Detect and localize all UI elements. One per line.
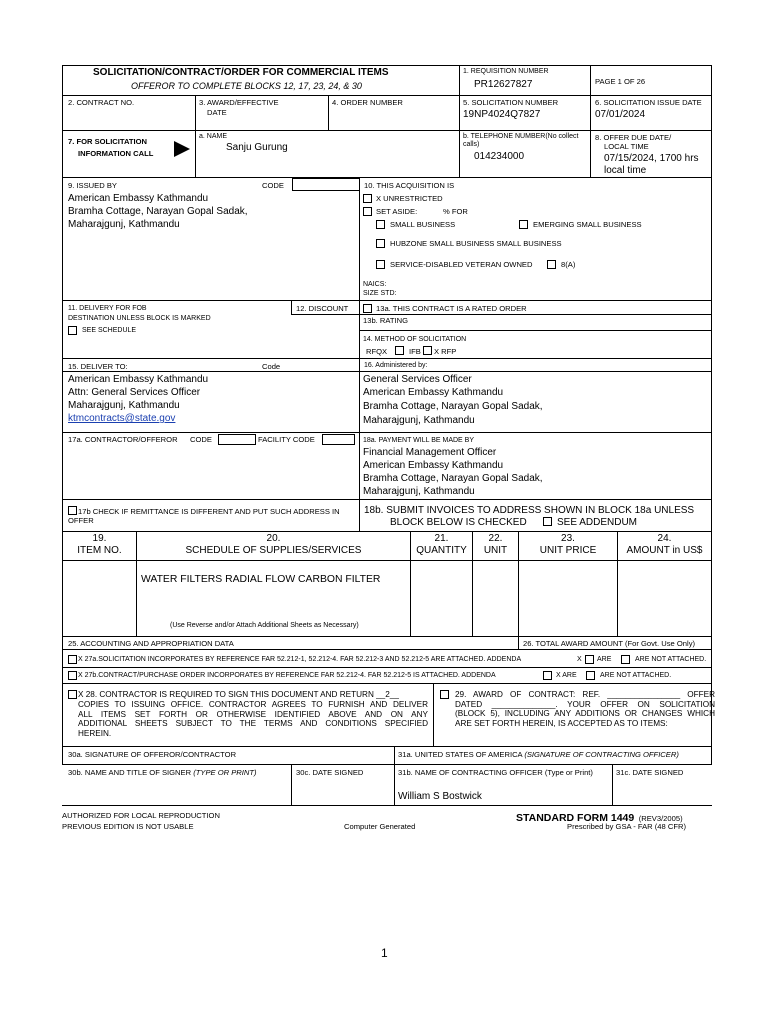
b25-label: 25. ACCOUNTING AND APPROPRIATION DATA [68,639,234,648]
b8-label: 8. OFFER DUE DATE/ [595,133,672,142]
b17a-code-label: CODE [190,435,212,444]
b18a-line-1: Financial Management Officer [363,447,497,458]
see-addendum-checkbox[interactable] [543,517,552,526]
hubzone-checkbox[interactable] [376,239,385,248]
b8-value: 07/15/2024, 1700 hrs [604,153,699,164]
small-business-checkbox[interactable] [376,220,385,229]
facility-code-label: FACILITY CODE [258,435,315,444]
b16-line-1: General Services Officer [363,374,472,385]
b1-label: 1. REQUISITION NUMBER [463,68,549,75]
b18a-line-3: Bramha Cottage, Narayan Gopal Sadak, [363,473,543,484]
sdvosb-label: SERVICE-DISABLED VETERAN OWNED [390,260,533,269]
footer-center: Computer Generated [344,822,416,831]
b18b-line-1: 18b. SUBMIT INVOICES TO ADDRESS SHOWN IN BLOCK 18a UNLESS [364,505,695,516]
naics-label: NAICS: [363,281,387,288]
b15-label: 15. DELIVER TO: [68,362,128,371]
b7-label-2: INFORMATION CALL [78,149,154,158]
rfp-label: X RFP [434,347,457,356]
b6-value: 07/01/2024 [595,109,646,120]
b15-line-1: American Embassy Kathmandu [68,374,209,385]
b31c-label: 31c. DATE SIGNED [616,768,684,777]
triangle-right-icon [173,140,191,158]
b8-label-2: LOCAL TIME [604,142,649,151]
b31b-label: 31b. NAME OF CONTRACTING OFFICER (Type or Print) [398,768,593,777]
email-link[interactable]: ktmcontracts@state.gov [68,413,176,424]
rfq-checkbox[interactable] [395,346,404,355]
27b-are-not-checkbox[interactable] [586,671,595,680]
rated-order-checkbox[interactable] [363,304,372,313]
rfq-label: RFQX [366,347,388,356]
b11-label-2: DESTINATION UNLESS BLOCK IS MARKED [68,315,211,322]
contractor-code-field[interactable] [218,434,256,445]
size-std-label: SIZE STD: [363,290,397,297]
unrestricted-checkbox[interactable] [363,194,372,203]
b15-line-3: Maharajgunj, Kathmandu [68,400,180,411]
b30c-label: 30c. DATE SIGNED [296,768,364,777]
page-number: 1 [381,946,388,960]
set-aside-label: SET ASIDE: [376,207,418,216]
b31a-label: 31a. UNITED STATES OF AMERICA (SIGNATURE OF CONTRACTING OFFICER) [398,750,679,759]
see-schedule-label: SEE SCHEDULE [82,327,137,334]
b3-label: 3. AWARD/EFFECTIVE [199,98,279,107]
col-unit-price-header: 23. UNIT PRICE [539,533,597,556]
page-label: PAGE 1 OF 26 [595,77,646,86]
b7b-value: 014234000 [474,151,525,162]
b9-code-label: CODE [262,181,284,190]
b9-line-1: American Embassy Kathmandu [68,193,209,204]
b2-label: 2. CONTRACT NO. [68,98,135,107]
remittance-checkbox[interactable] [68,506,77,515]
b7a-value: Sanju Gurung [226,142,288,153]
b15-code-label: Code [262,362,281,371]
see-addendum-label: SEE ADDENDUM [557,517,638,528]
b27b-are-not: ARE NOT ATTACHED. [600,672,672,679]
27a-checkbox[interactable] [68,655,77,664]
b9-line-2: Bramha Cottage, Narayan Gopal Sadak, [68,206,248,217]
b12-label: 12. DISCOUNT [296,304,349,313]
8a-label: 8(A) [561,260,576,269]
29-checkbox[interactable] [440,690,449,699]
27a-are-checkbox[interactable] [585,655,594,664]
b16-label: 16. Administered by: [364,362,428,369]
pct-for-label: % FOR [443,207,468,216]
8a-checkbox[interactable] [547,260,556,269]
b27b-text: X 27b.CONTRACT/PURCHASE ORDER INCORPORATES BY REFERENCE FAR 52.212-4. FAR 52.212-5 IS ATTACHED. ADDENDA [78,672,496,679]
b7b-label: b. TELEPHONE NUMBER(No collect [463,133,579,140]
b5-label: 5. SOLICITATION NUMBER [463,98,559,107]
b27a-text: X 27a.SOLICITATION INCORPORATES BY REFERENCE FAR 52.212-1, 52.212-4. FAR 52.212-3 AND 52.212-5 ARE ATTACHED. ADDENDA [78,656,522,663]
b27b-xare: X ARE [556,672,577,679]
b17b-line-2: OFFER [68,516,94,525]
b17b-line-1: 17b CHECK IF REMITTANCE IS DIFFERENT AND PUT SUCH ADDRESS IN [78,507,340,516]
b9-code-field[interactable] [292,178,360,191]
b18a-line-2: American Embassy Kathmandu [363,460,504,471]
sdvosb-checkbox[interactable] [376,260,385,269]
ifb-checkbox[interactable] [423,346,432,355]
b4-label: 4. ORDER NUMBER [332,98,403,107]
b5-value: 19NP4024Q7827 [463,109,541,120]
27a-are-not-checkbox[interactable] [621,655,630,664]
b11-label: 11. DELIVERY FOR FOB [68,305,147,312]
b7b-label-2: calls) [463,141,480,148]
b29-body: 29. AWARD OF CONTRACT: REF. ________________ OFFER DATED ______________. YOUR OFFER ON SOLICITATION (BLOCK 5), INCLUDING ANY ADDITIONS OR CHANGES WHICH ARE SET FORTH HEREIN, IS ACCEPTED AS TO ITEMS: [455,690,715,728]
b16-line-4: Maharajgunj, Kathmandu [363,415,475,426]
b1-value: PR12627827 [474,79,533,90]
b18b-line-2: BLOCK BELOW IS CHECKED [390,517,527,528]
b30a-label: 30a. SIGNATURE OF OFFEROR/CONTRACTOR [68,750,237,759]
b6-label: 6. SOLICITATION ISSUE DATE [595,98,702,107]
col-item-header: 19. ITEM NO. [77,533,122,556]
footer-left-2: PREVIOUS EDITION IS NOT USABLE [62,822,194,831]
b10-label: 10. THIS ACQUISITION IS [364,181,455,190]
set-aside-checkbox[interactable] [363,207,372,216]
form-subtitle: OFFEROR TO COMPLETE BLOCKS 12, 17, 23, 24, & 30 [131,81,362,91]
b31b-value: William S Bostwick [398,791,482,802]
reverse-note: (Use Reverse and/or Attach Additional Sheets as Necessary) [170,622,359,629]
b13a-label: 13a. THIS CONTRACT IS A RATED ORDER [376,304,527,313]
b17a-label: 17a. CONTRACTOR/OFFEROR [68,435,178,444]
facility-code-field[interactable] [322,434,355,445]
b27a-x: X [577,656,582,663]
27b-are-checkbox[interactable] [543,671,552,680]
item-description: WATER FILTERS RADIAL FLOW CARBON FILTER [141,574,381,585]
col-amount-header: 24. AMOUNT in US$ [626,533,703,556]
b16-line-2: American Embassy Kathmandu [363,387,504,398]
hubzone-label: HUBZONE SMALL BUSINESS SMALL BUSINESS [390,239,562,248]
prescribed-text: Prescribed by GSA - FAR (48 CFR) [567,822,687,831]
b14-label: 14. METHOD OF SOLICITATION [363,336,467,343]
b8-value-2: local time [604,165,647,176]
b9-line-3: Maharajgunj, Kathmandu [68,219,180,230]
col-quantity-header: 21. QUANTITY [416,533,467,556]
b27a-are-not: ARE NOT ATTACHED. [635,656,707,663]
emerging-label: EMERGING SMALL BUSINESS [533,220,642,229]
ifb-label: IFB [409,347,421,356]
b3-label-2: DATE [207,108,227,117]
b28-line-1: X 28. CONTRACTOR IS REQUIRED TO SIGN THIS DOCUMENT AND RETURN __2__ [78,690,399,699]
b9-label: 9. ISSUED BY [68,181,117,190]
b18a-label: 18a. PAYMENT WILL BE MADE BY [363,437,474,444]
b16-line-3: Bramha Cottage, Narayan Gopal Sadak, [363,401,543,412]
b7-label: 7. FOR SOLICITATION [68,137,148,146]
b15-line-2: Attn: General Services Officer [68,387,201,398]
b13b-label: 13b. RATING [363,316,409,325]
col-schedule-header: 20. SCHEDULE OF SUPPLIES/SERVICES [185,533,362,556]
b28-body: COPIES TO ISSUING OFFICE. CONTRACTOR AGREES TO FURNISH AND DELIVER ALL ITEMS SET FORTH OR OTHERWISE IDENTIFIED ABOVE AND ON ANY ADDITIONAL SHEETS SUBJECT TO THE TERMS AND CONDITIONS SPECIFIED HEREIN. [78,700,428,738]
28-checkbox[interactable] [68,690,77,699]
b30b-label: 30b. NAME AND TITLE OF SIGNER (TYPE OR PRINT) [68,768,257,777]
col-unit-header: 22. UNIT [483,533,508,556]
form-title: SOLICITATION/CONTRACT/ORDER FOR COMMERCIAL ITEMS [93,67,389,78]
b26-label: 26. TOTAL AWARD AMOUNT (For Govt. Use Only) [523,639,696,648]
27b-checkbox[interactable] [68,671,77,680]
small-business-label: SMALL BUSINESS [390,220,456,229]
form-name: STANDARD FORM 1449 (REV3/2005) [516,812,683,824]
footer-left-1: AUTHORIZED FOR LOCAL REPRODUCTION [62,811,220,820]
b27a-are: ARE [597,656,612,663]
see-schedule-checkbox[interactable] [68,326,77,335]
b18a-line-4: Maharajgunj, Kathmandu [363,486,475,497]
unrestricted-label: X UNRESTRICTED [376,194,443,203]
b7a-label: a. NAME [199,133,228,140]
emerging-checkbox[interactable] [519,220,528,229]
